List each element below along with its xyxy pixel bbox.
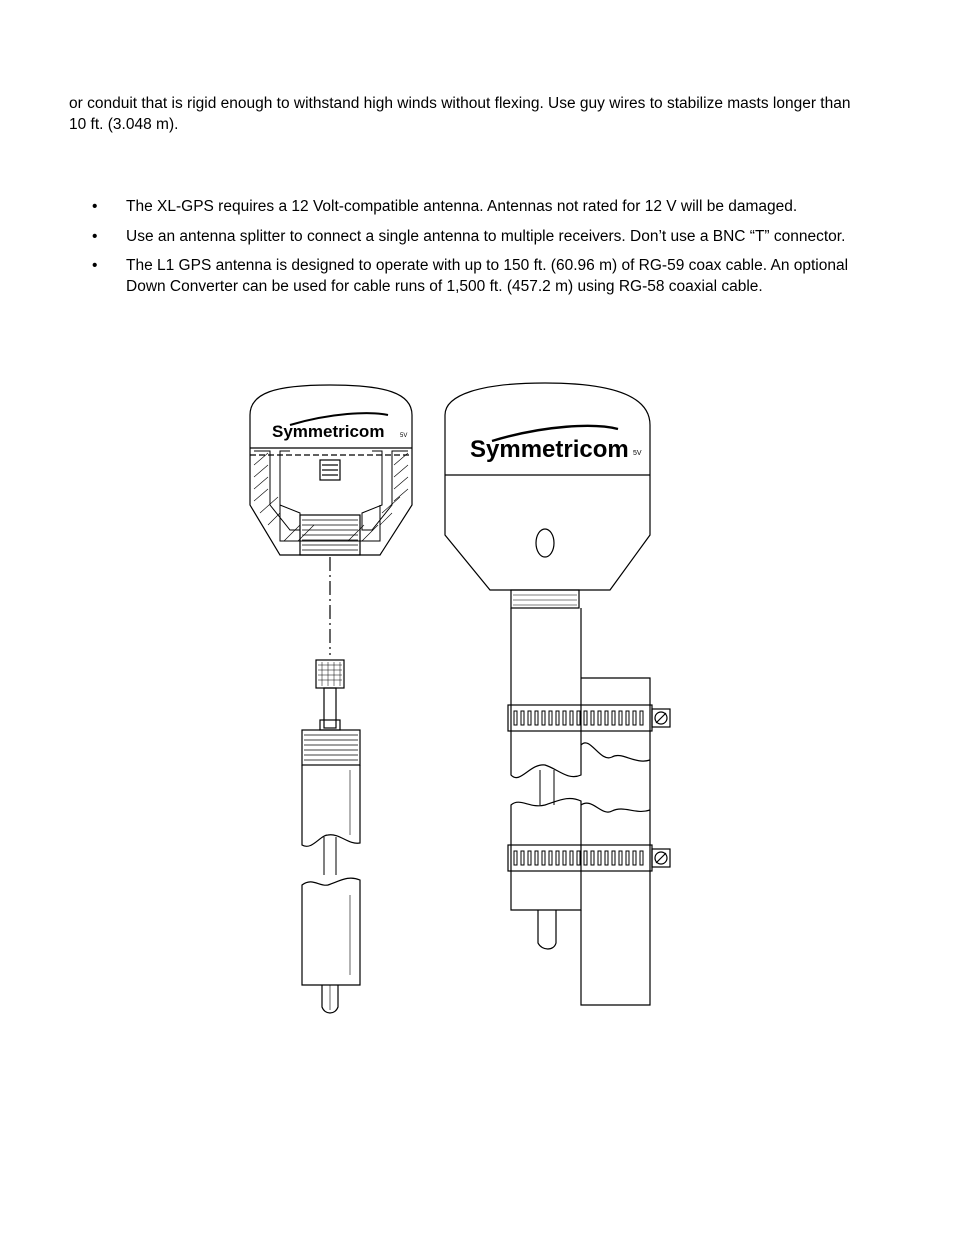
bullet-marker: •: [92, 227, 98, 245]
left-logo: Symmetricom: [272, 422, 385, 441]
list-item: [92, 197, 872, 218]
bullet-text: The XL-GPS requires a 12 Volt-compatible antenna. Antennas not rated for 12 V will be damaged.: [126, 198, 798, 215]
list-item: [92, 227, 872, 248]
antenna-cutaway-illustration: [250, 385, 412, 1013]
right-logo-sub: 5V: [633, 450, 642, 457]
bullet-marker: •: [92, 257, 98, 274]
bullet-text: The L1 GPS antenna is designed to operate with up to 150 ft. (60.96 m) of RG-59 coax cable. An optional Down Converter can be used for cable runs of 1,500 ft. (457.2 m) using RG-58 coaxial cable.: [126, 257, 849, 295]
antenna-mounting-figure: [240, 365, 690, 1025]
list-item: [92, 256, 872, 297]
bullet-list: [92, 197, 872, 306]
bullet-marker: •: [92, 198, 98, 215]
left-logo-sub: 5V: [400, 433, 408, 439]
bullet-text: Use an antenna splitter to connect a single antenna to multiple receivers. Don’t use a BNC “T” connector.: [126, 227, 846, 245]
antenna-assembled-illustration: [445, 383, 670, 1005]
right-logo: Symmetricom: [470, 436, 629, 463]
intro-paragraph: or conduit that is rigid enough to withstand high winds without flexing. Use guy wires to stabilize masts longer than 10 ft. (3.048 m).: [69, 95, 851, 133]
